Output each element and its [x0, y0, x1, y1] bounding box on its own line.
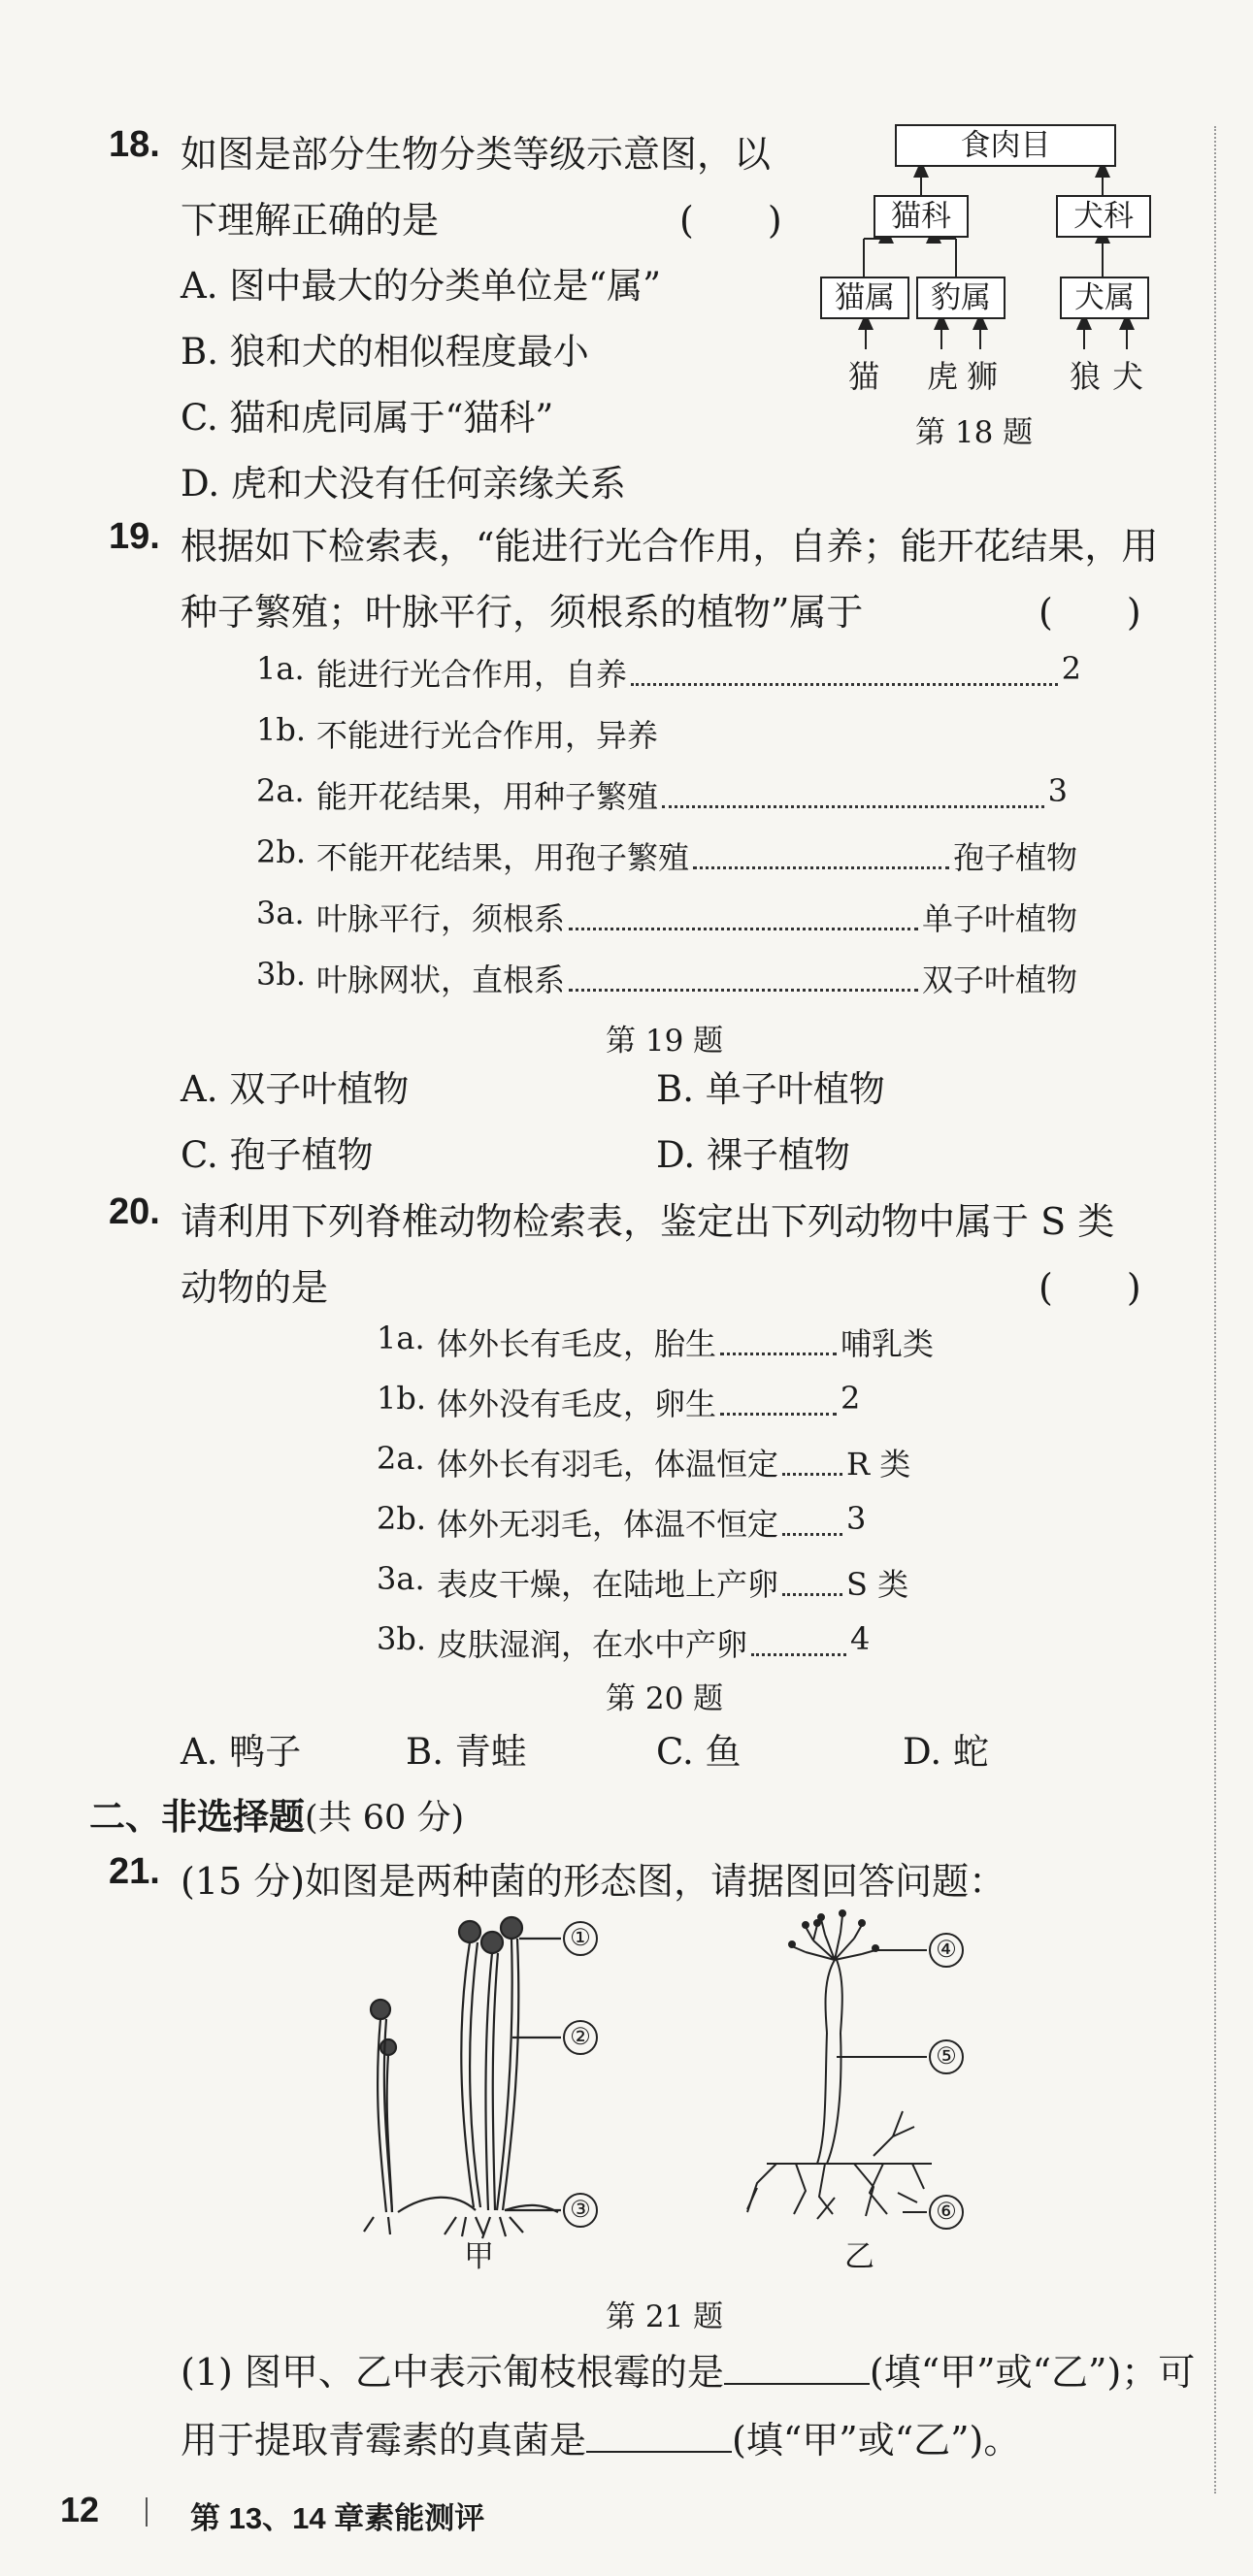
q20-key-row [377, 1320, 959, 1364]
key-result: 2 [841, 1380, 861, 1417]
q20-key-row [377, 1380, 959, 1424]
key-text: 能进行光合作用，自养 [316, 656, 628, 693]
q19-key-row [256, 833, 1077, 878]
key-leader-dots [693, 833, 949, 869]
key-leader-dots [569, 956, 918, 992]
q20-option-d[interactable]: D. 蛇 [903, 1731, 989, 1773]
key-leader-dots [662, 772, 1044, 808]
q19-option-b[interactable]: B. 单子叶植物 [656, 1068, 885, 1110]
key-code: 1a. [377, 1320, 425, 1356]
key-code: 3a. [377, 1560, 425, 1597]
q18-option-d[interactable]: D. 虎和犬没有任何亲缘关系 [181, 463, 626, 505]
label-4: ④ [929, 1933, 964, 1968]
fungus-jia-drawing [364, 1917, 561, 2238]
key-leader-dots [631, 650, 1058, 686]
taxon-family-dog-box: 犬科 [1056, 195, 1151, 238]
key-result: 3 [846, 1500, 867, 1537]
taxon-genus-panthera-box: 豹属 [916, 277, 1006, 319]
key-leader-dots [720, 1320, 837, 1355]
label-2: ② [563, 2020, 598, 2055]
q18-option-b[interactable]: B. 狼和犬的相似程度最小 [181, 331, 589, 373]
key-result: 孢子植物 [952, 839, 1077, 876]
q21-sub1-text-a: (1) 图甲、乙中表示匍枝根霉的是 [181, 2351, 724, 2394]
taxon-family-cat-box: 猫科 [874, 195, 969, 238]
taxon-genus-canis-box: 犬属 [1060, 277, 1149, 319]
key-code: 1b. [377, 1380, 427, 1417]
q18-option-a[interactable]: A. 图中最大的分类单位是“属” [181, 265, 662, 307]
section-heading [89, 1787, 464, 1840]
q20-answer-paren[interactable]: ( ) [1039, 1266, 1141, 1309]
q21-sub1-text-b: (填“甲”或“乙”)；可 [869, 2351, 1196, 2394]
key-text: 表皮干燥，在陆地上产卵 [437, 1566, 779, 1603]
key-code: 2a. [377, 1440, 425, 1477]
q20-key-row [377, 1440, 959, 1484]
key-code: 3b. [377, 1620, 427, 1657]
key-leader-dots [782, 1500, 842, 1536]
q20-caption: 第 20 题 [606, 1681, 724, 1716]
label-3: ③ [563, 2193, 598, 2228]
q18-stem-line2: 下理解正确的是 [181, 199, 440, 242]
taxon-order-box: 食肉目 [895, 124, 1116, 167]
key-text: 不能开花结果，用孢子繁殖 [316, 839, 690, 876]
q19-key-row [256, 956, 1077, 1000]
key-text: 体外无羽毛，体温不恒定 [437, 1506, 779, 1543]
q21-answer-blank-2[interactable] [586, 2422, 732, 2453]
q19-stem-line2: 种子繁殖；叶脉平行，须根系的植物”属于 [181, 591, 864, 634]
key-code: 1b. [256, 711, 307, 748]
species-cat: 猫 [848, 358, 880, 395]
species-wolf: 狼 [1070, 358, 1102, 395]
key-text: 皮肤湿润，在水中产卵 [437, 1626, 748, 1663]
key-leader-dots [751, 1620, 846, 1656]
q18-caption: 第 18 题 [915, 415, 1034, 450]
footer-divider [146, 2497, 148, 2527]
species-lion: 狮 [967, 358, 999, 395]
label-1: ① [563, 1921, 598, 1956]
q18-stem-line1: 如图是部分生物分类等级示意图，以 [181, 133, 772, 176]
q18-option-c[interactable]: C. 猫和虎同属于“猫科” [181, 397, 554, 439]
label-6: ⑥ [929, 2195, 964, 2230]
key-text: 体外没有毛皮，卵生 [437, 1386, 717, 1422]
key-result: 2 [1061, 650, 1081, 687]
q20-number: 20. [109, 1191, 160, 1232]
species-dog: 犬 [1112, 358, 1144, 395]
species-tiger: 虎 [927, 358, 959, 395]
key-leader-dots [569, 895, 918, 930]
q19-option-c[interactable]: C. 孢子植物 [181, 1134, 374, 1176]
key-text: 叶脉网状，直根系 [316, 962, 566, 998]
fungus-yi-drawing [747, 1910, 932, 2219]
section-note: (共 60 分) [305, 1799, 465, 1838]
key-result: 3 [1047, 772, 1068, 809]
q21-fungi-figure [0, 1902, 1253, 2270]
key-code: 3b. [256, 956, 307, 993]
key-text: 叶脉平行，须根系 [316, 900, 566, 937]
fungus-yi-name: 乙 [844, 2239, 874, 2274]
q19-key-row [256, 711, 1081, 756]
key-result: 哺乳类 [841, 1325, 935, 1362]
key-text: 体外长有毛皮，胎生 [437, 1325, 717, 1362]
q19-key-row [256, 895, 1077, 939]
key-result: R 类 [846, 1446, 911, 1483]
q20-stem-line2: 动物的是 [181, 1266, 329, 1309]
footer-title: 第 13、14 章素能测评 [190, 2501, 485, 2535]
key-text: 能开花结果，用种子繁殖 [316, 778, 659, 815]
label-5: ⑤ [929, 2039, 964, 2074]
key-code: 2a. [256, 772, 305, 809]
q19-stem-line1: 根据如下检索表，“能进行光合作用，自养；能开花结果，用 [181, 525, 1159, 568]
q21-sub1-line2 [181, 2410, 1020, 2463]
q19-option-a[interactable]: A. 双子叶植物 [181, 1068, 410, 1110]
key-result: 双子叶植物 [921, 962, 1077, 998]
q19-answer-paren[interactable]: ( ) [1039, 591, 1141, 634]
fungus-jia-name: 甲 [464, 2239, 494, 2274]
key-code: 2b. [377, 1500, 427, 1537]
q19-key-row [256, 650, 1081, 695]
q20-stem-line1: 请利用下列脊椎动物检索表，鉴定出下列动物中属于 S 类 [181, 1200, 1115, 1243]
page-number: 12 [60, 2490, 100, 2529]
q21-stem: (15 分)如图是两种菌的形态图，请据图回答问题： [181, 1860, 1006, 1903]
key-leader-dots [720, 1380, 837, 1416]
q21-sub1-text-c: 用于提取青霉素的真菌是 [181, 2419, 587, 2462]
q21-answer-blank-1[interactable] [724, 2354, 870, 2385]
key-code: 2b. [256, 833, 307, 870]
section-title: 二、非选择题 [89, 1797, 305, 1837]
key-leader-dots [782, 1560, 842, 1596]
key-code: 1a. [256, 650, 305, 687]
q20-key-row [377, 1500, 959, 1545]
q21-number: 21. [109, 1851, 160, 1892]
key-text: 体外长有羽毛，体温恒定 [437, 1446, 779, 1483]
key-result: 4 [850, 1620, 871, 1657]
q20-option-c[interactable]: C. 鱼 [656, 1731, 742, 1773]
taxon-genus-felis-box: 猫属 [820, 277, 909, 319]
q19-number: 19. [109, 516, 160, 557]
q21-sub1-line1 [181, 2342, 1195, 2396]
q18-number: 18. [109, 124, 160, 165]
key-result: S 类 [846, 1566, 909, 1603]
q18-answer-paren[interactable]: ( ) [679, 199, 782, 242]
key-leader-dots [782, 1440, 842, 1476]
key-text: 不能进行光合作用，异养 [316, 717, 659, 754]
key-result: 单子叶植物 [921, 900, 1077, 937]
key-code: 3a. [256, 895, 305, 931]
q20-option-b[interactable]: B. 青蛙 [406, 1731, 527, 1773]
q20-key-row [377, 1620, 959, 1665]
q20-key-row [377, 1560, 959, 1605]
q19-key-row [256, 772, 1068, 817]
q21-caption: 第 21 题 [606, 2299, 724, 2334]
q21-sub1-text-d: (填“甲”或“乙”)。 [732, 2419, 1021, 2462]
q19-caption: 第 19 题 [606, 1024, 724, 1059]
q20-option-a[interactable]: A. 鸭子 [181, 1731, 302, 1773]
q19-option-d[interactable]: D. 裸子植物 [656, 1134, 850, 1176]
